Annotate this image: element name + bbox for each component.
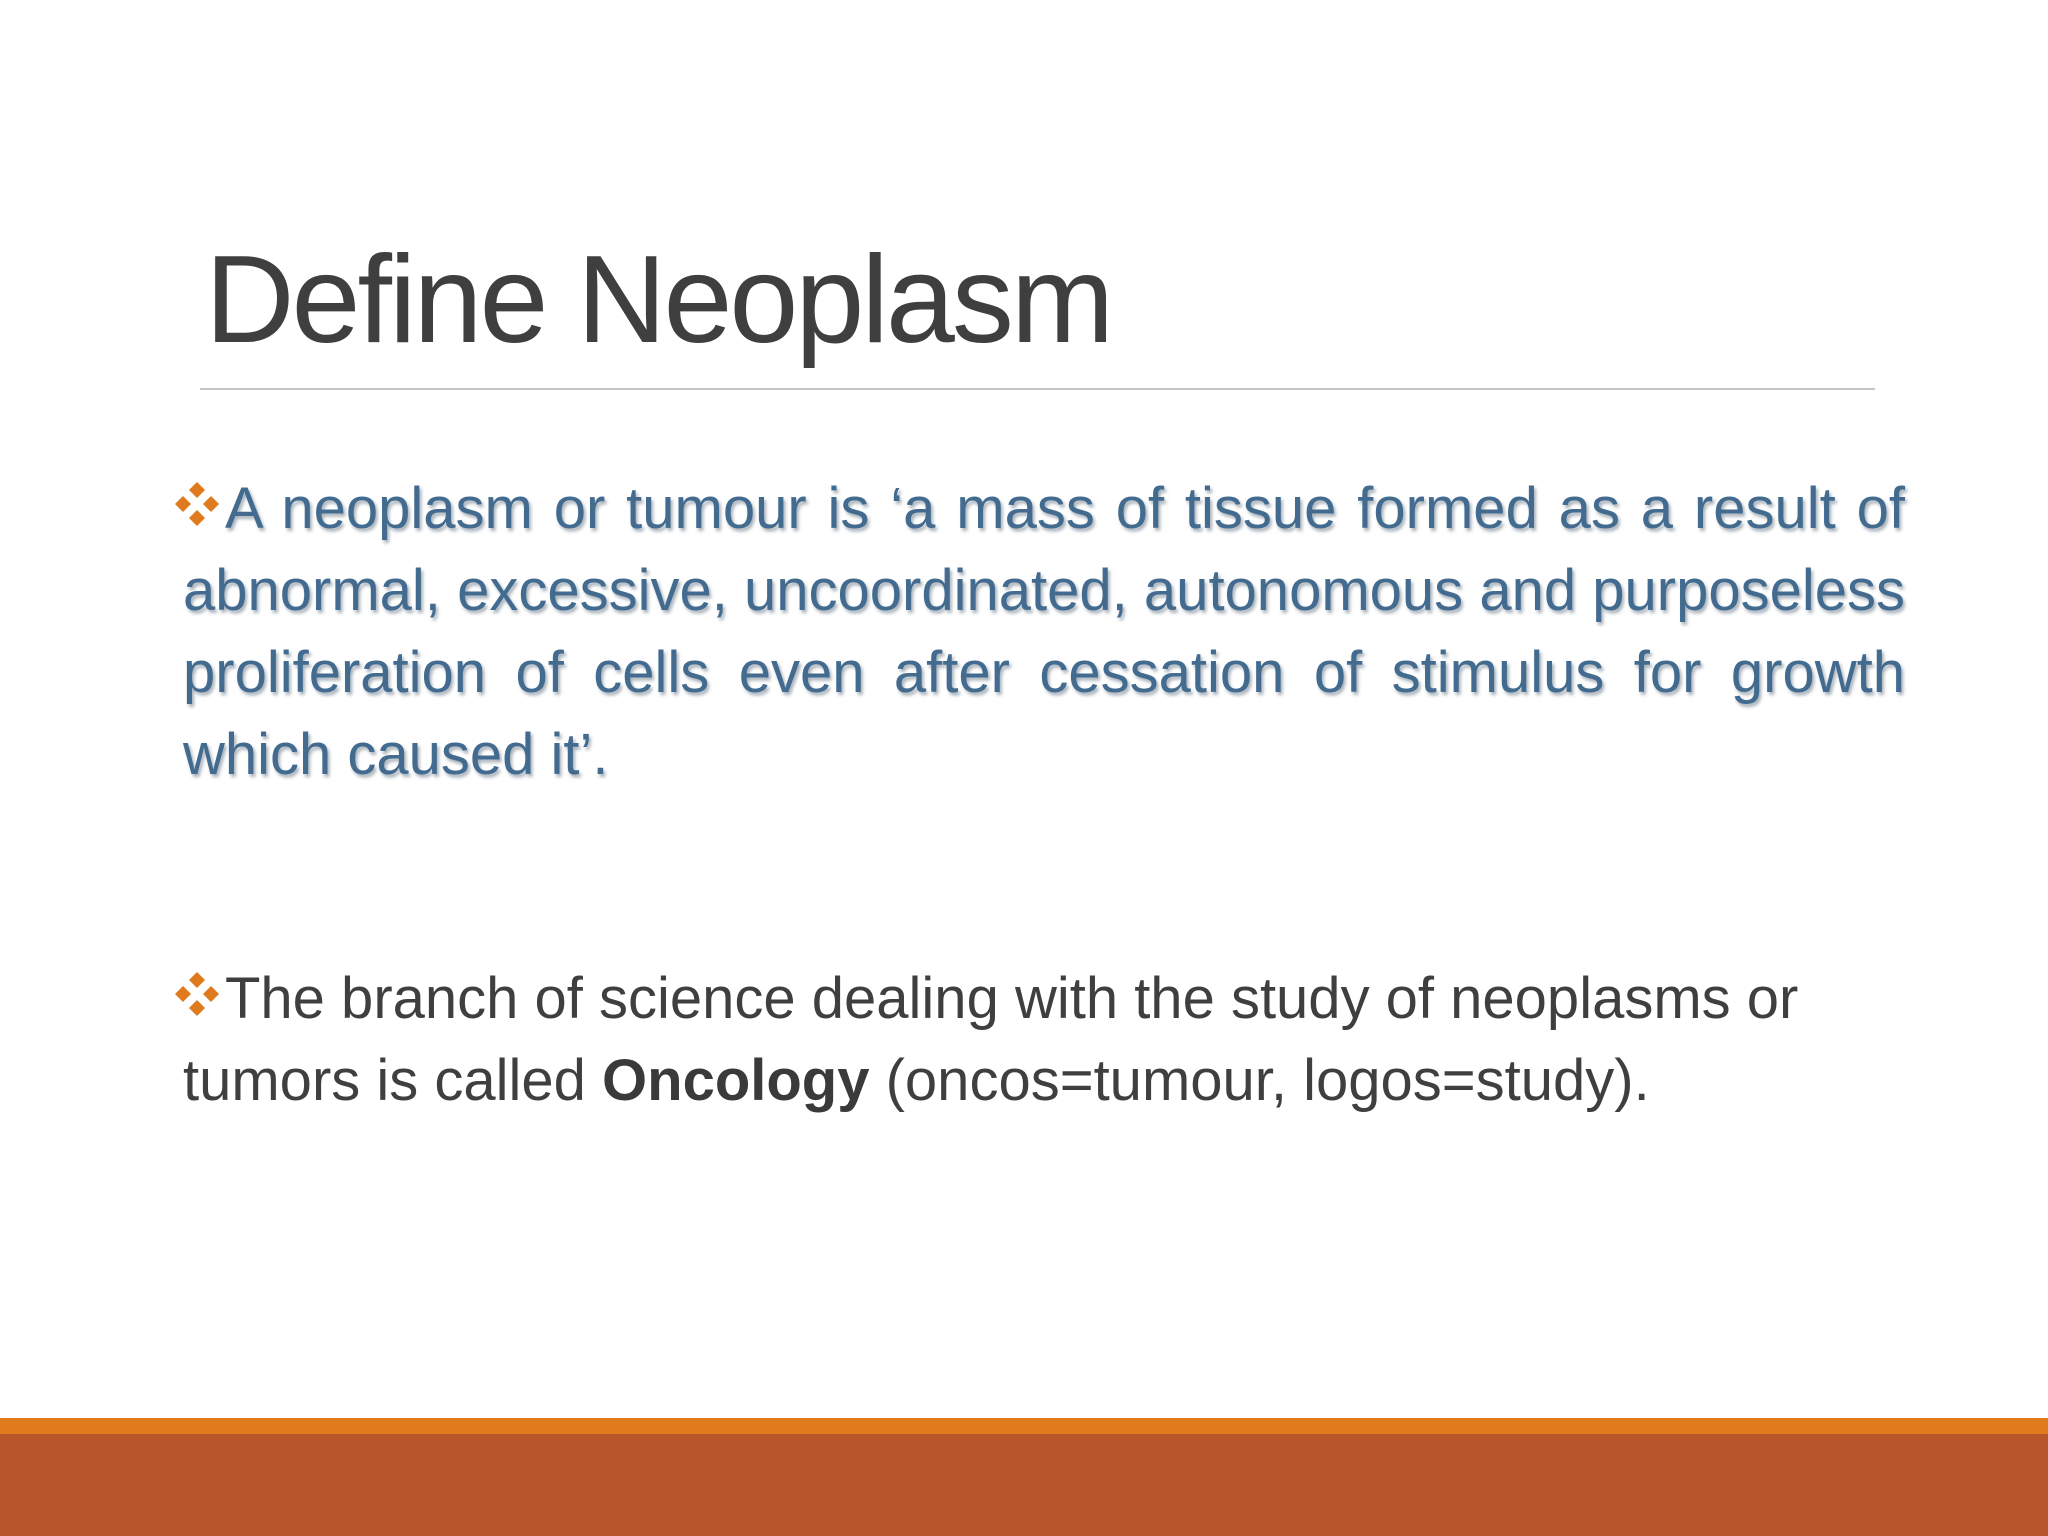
bullet-oncology-text-before: The branch of science dealing with the study of neoplasms or tumors is called <box>183 966 1799 1113</box>
slide-title: Define Neoplasm <box>205 231 1112 369</box>
oncology-term: Oncology <box>602 1048 870 1113</box>
footer-band <box>0 1434 2048 1536</box>
bullet-definition <box>183 468 1905 796</box>
bullet-oncology-text-after: (oncos=tumour, logos=study). <box>869 1048 1650 1113</box>
bullet-definition-text: A neoplasm or tumour is ‘a mass of tissue formed as a result of abnormal, excessive, uncoordinated, autonomous and purposeless proliferation of cells even after cessation of stimulus for growth which caused it’. <box>183 476 1905 787</box>
bullet-oncology <box>183 958 1905 1122</box>
four-diamond-bullet-icon <box>171 478 223 530</box>
footer-accent-stripe <box>0 1418 2048 1434</box>
four-diamond-bullet-icon <box>171 968 223 1020</box>
title-divider <box>200 388 1875 390</box>
